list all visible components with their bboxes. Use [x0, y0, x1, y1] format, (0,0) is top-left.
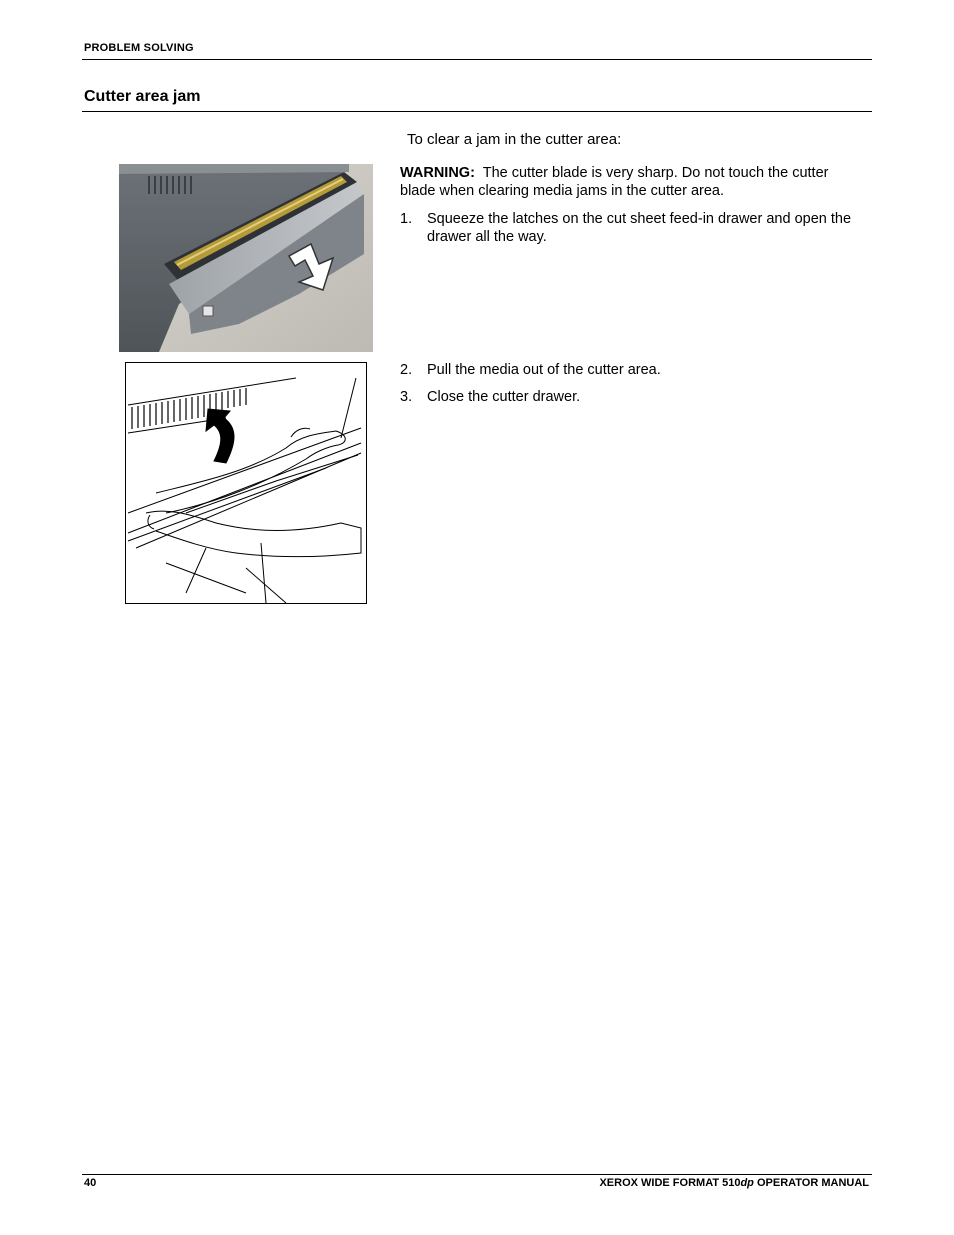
warning-text: The cutter blade is very sharp. Do not touch the cutter blade when clearing media jams in the cutter area.	[400, 165, 829, 199]
section-rule	[82, 111, 872, 112]
header-rule	[82, 59, 872, 60]
manual-title	[599, 1177, 869, 1189]
step-number: 3.	[400, 389, 413, 405]
pull-media-illustration	[125, 362, 367, 604]
section-title: Cutter area jam	[84, 88, 201, 105]
step-text: Pull the media out of the cutter area.	[427, 362, 661, 378]
manual-title-suffix: OPERATOR MANUAL	[753, 1177, 869, 1189]
manual-title-prefix: XEROX WIDE FORMAT 510	[599, 1177, 741, 1189]
step-number: 2.	[400, 362, 413, 378]
step-item	[400, 388, 870, 406]
intro-text: To clear a jam in the cutter area:	[407, 131, 622, 148]
step-item	[400, 361, 870, 379]
cutter-drawer-photo	[119, 164, 373, 352]
step-number: 1.	[400, 211, 413, 227]
warning-note	[400, 164, 865, 200]
step-item	[400, 210, 870, 246]
step-text: Close the cutter drawer.	[427, 389, 581, 405]
running-header: PROBLEM SOLVING	[84, 42, 194, 54]
step-text: Squeeze the latches on the cut sheet feed-in drawer and open the drawer all the way.	[427, 211, 852, 245]
page-number: 40	[84, 1177, 97, 1189]
manual-title-model: dp	[740, 1177, 754, 1189]
warning-label: WARNING:	[400, 165, 475, 181]
footer-rule	[82, 1174, 872, 1175]
